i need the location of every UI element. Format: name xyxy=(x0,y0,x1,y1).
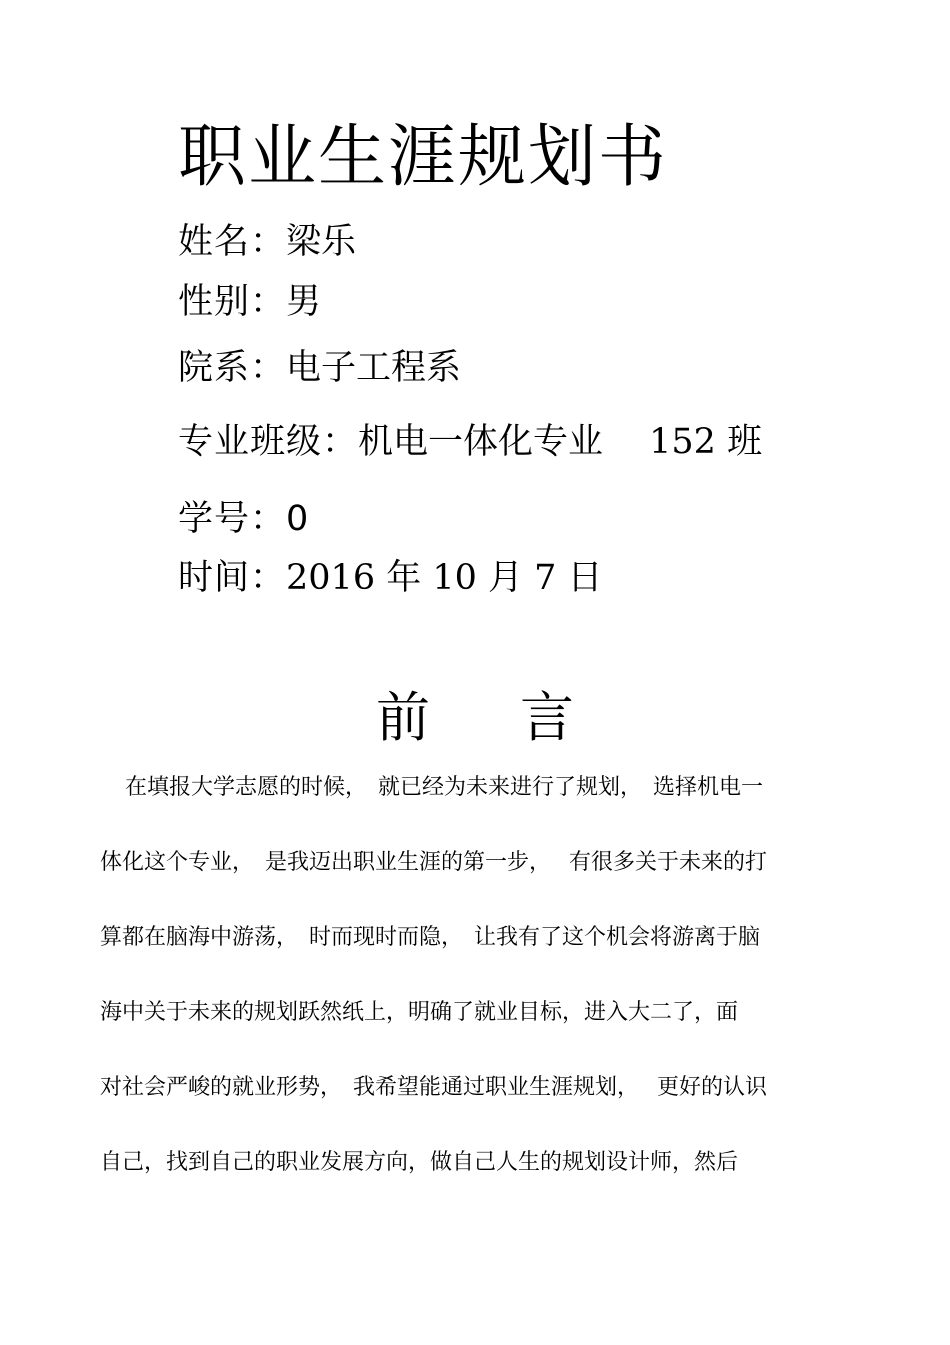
department-value: 电子工程系 xyxy=(286,348,462,388)
gender-line xyxy=(178,280,321,324)
time-line xyxy=(178,556,603,600)
student-id-label: 学号： xyxy=(178,499,287,539)
preface-heading-left: 前 xyxy=(376,686,430,749)
name-label: 姓名： xyxy=(178,222,287,262)
preface-line: 海中关于未来的规划跃然纸上，明确了就业目标，进入大二了，面 xyxy=(100,1000,739,1025)
time-value: 2016 年 10 月 7 日 xyxy=(286,558,603,598)
major-class-value: 机电一体化专业 152 班 xyxy=(358,422,763,462)
preface-line: 自己，找到自己的职业发展方向，做自己人生的规划设计师，然后 xyxy=(100,1150,739,1175)
document-title: 职业生涯规划书 xyxy=(178,118,669,197)
student-id-line xyxy=(178,497,308,541)
gender-value: 男 xyxy=(286,282,322,322)
preface-line: 对社会严峻的就业形势， 我希望能通过职业生涯规划， 更好的认识 xyxy=(100,1075,767,1100)
preface-heading xyxy=(0,683,950,753)
preface-line: 算都在脑海中游荡， 时而现时而隐， 让我有了这个机会将游离于脑 xyxy=(100,925,761,950)
department-label: 院系： xyxy=(178,348,287,388)
major-class-label: 专业班级： xyxy=(178,422,359,462)
time-label: 时间： xyxy=(178,558,287,598)
preface-line: 体化这个专业， 是我迈出职业生涯的第一步， 有很多关于未来的打 xyxy=(100,850,767,875)
student-id-value: 0 xyxy=(286,499,309,539)
gender-label: 性别： xyxy=(178,282,287,322)
preface-heading-right: 言 xyxy=(520,686,574,749)
name-line xyxy=(178,220,356,264)
preface-line: 在填报大学志愿的时候， 就已经为未来进行了规划， 选择机电一 xyxy=(125,775,764,800)
name-value: 梁乐 xyxy=(286,222,357,262)
department-line xyxy=(178,346,461,390)
major-class-line xyxy=(178,420,762,464)
